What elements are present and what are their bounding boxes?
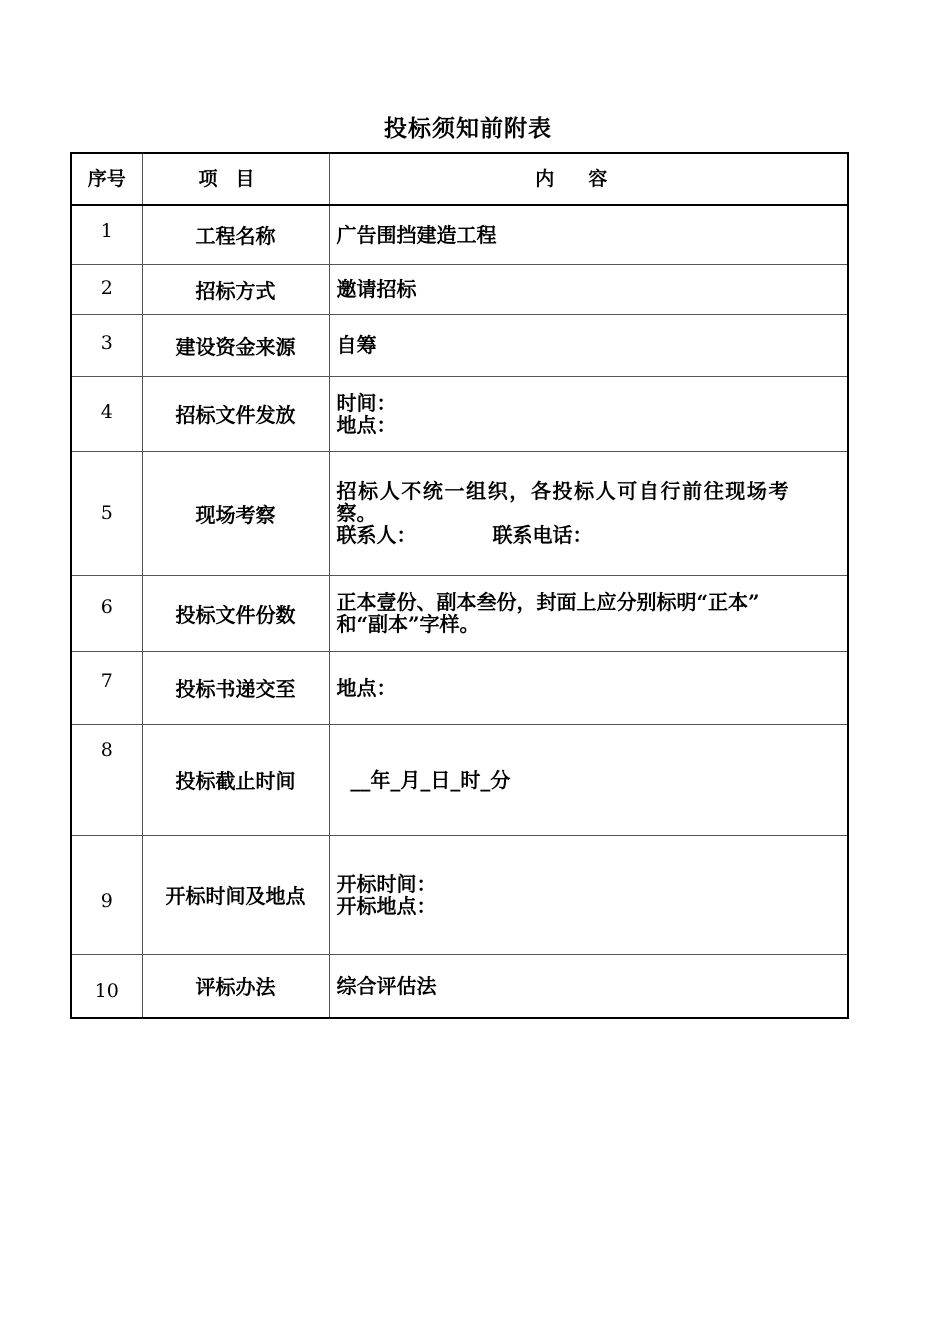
content-line: 和“副本”字样。: [336, 612, 480, 636]
row-number: 1: [71, 205, 142, 264]
row-content: [329, 575, 848, 651]
table-row: [71, 264, 848, 314]
row-content: [329, 954, 848, 1018]
row-item: 投标截止时间: [142, 724, 329, 835]
table-header-row: [71, 153, 848, 205]
content-line: 地点：: [336, 412, 397, 437]
row-item: 投标文件份数: [142, 575, 329, 651]
row-content: [329, 651, 848, 724]
row-number: 3: [71, 314, 142, 376]
content-line: __年_月_日_时_分: [336, 767, 511, 792]
row-number: 9: [71, 835, 142, 954]
table-row: [71, 575, 848, 651]
row-item: 招标文件发放: [142, 376, 329, 451]
content-line: 邀请招标: [336, 277, 417, 301]
content-line: 自筹: [336, 333, 377, 357]
row-item: 开标时间及地点: [142, 835, 329, 954]
table-row: [71, 205, 848, 264]
content-line: 招标人不统一组织，各投标人可自行前往现场考: [336, 479, 791, 503]
row-number: 5: [71, 451, 142, 575]
row-item: 建设资金来源: [142, 314, 329, 376]
row-content: [329, 205, 848, 264]
row-content: [329, 835, 848, 954]
row-number: 8: [71, 724, 142, 835]
row-number: 7: [71, 651, 142, 724]
content-line: 时间：: [336, 390, 397, 415]
content-line: 开标时间：: [336, 871, 437, 896]
table-row: [71, 451, 848, 575]
row-number: 10: [71, 954, 142, 1018]
header-item: 项目: [142, 153, 329, 205]
table-row: [71, 651, 848, 724]
row-item: 工程名称: [142, 205, 329, 264]
table-row: [71, 724, 848, 835]
contact-phone-label: 联系电话：: [492, 523, 593, 547]
row-content: [329, 724, 848, 835]
header-serial-number: 序号: [71, 153, 142, 205]
row-content: [329, 451, 848, 575]
contact-line: [337, 524, 844, 546]
row-item: 现场考察: [142, 451, 329, 575]
row-number: 4: [71, 376, 142, 451]
row-item: 招标方式: [142, 264, 329, 314]
table-row: [71, 954, 848, 1018]
notice-table: [70, 152, 849, 1019]
header-content: 内容: [329, 153, 848, 205]
row-content: [329, 376, 848, 451]
content-line: 察。: [336, 501, 377, 525]
table-row: [71, 376, 848, 451]
content-line: 地点：: [336, 675, 397, 700]
content-line: 正本壹份、副本叁份，封面上应分别标明“正本”: [336, 590, 760, 614]
contact-person-label: 联系人：: [336, 523, 417, 547]
row-content: [329, 314, 848, 376]
table-row: [71, 314, 848, 376]
row-number: 2: [71, 264, 142, 314]
row-number: 6: [71, 575, 142, 651]
table-row: [71, 835, 848, 954]
row-item: 评标办法: [142, 954, 329, 1018]
content-line: 开标地点：: [336, 893, 437, 918]
content-line: 广告围挡建造工程: [336, 222, 497, 247]
content-line: 综合评估法: [336, 973, 437, 998]
row-content: [329, 264, 848, 314]
row-item: 投标书递交至: [142, 651, 329, 724]
page-title: 投标须知前附表: [384, 116, 552, 142]
